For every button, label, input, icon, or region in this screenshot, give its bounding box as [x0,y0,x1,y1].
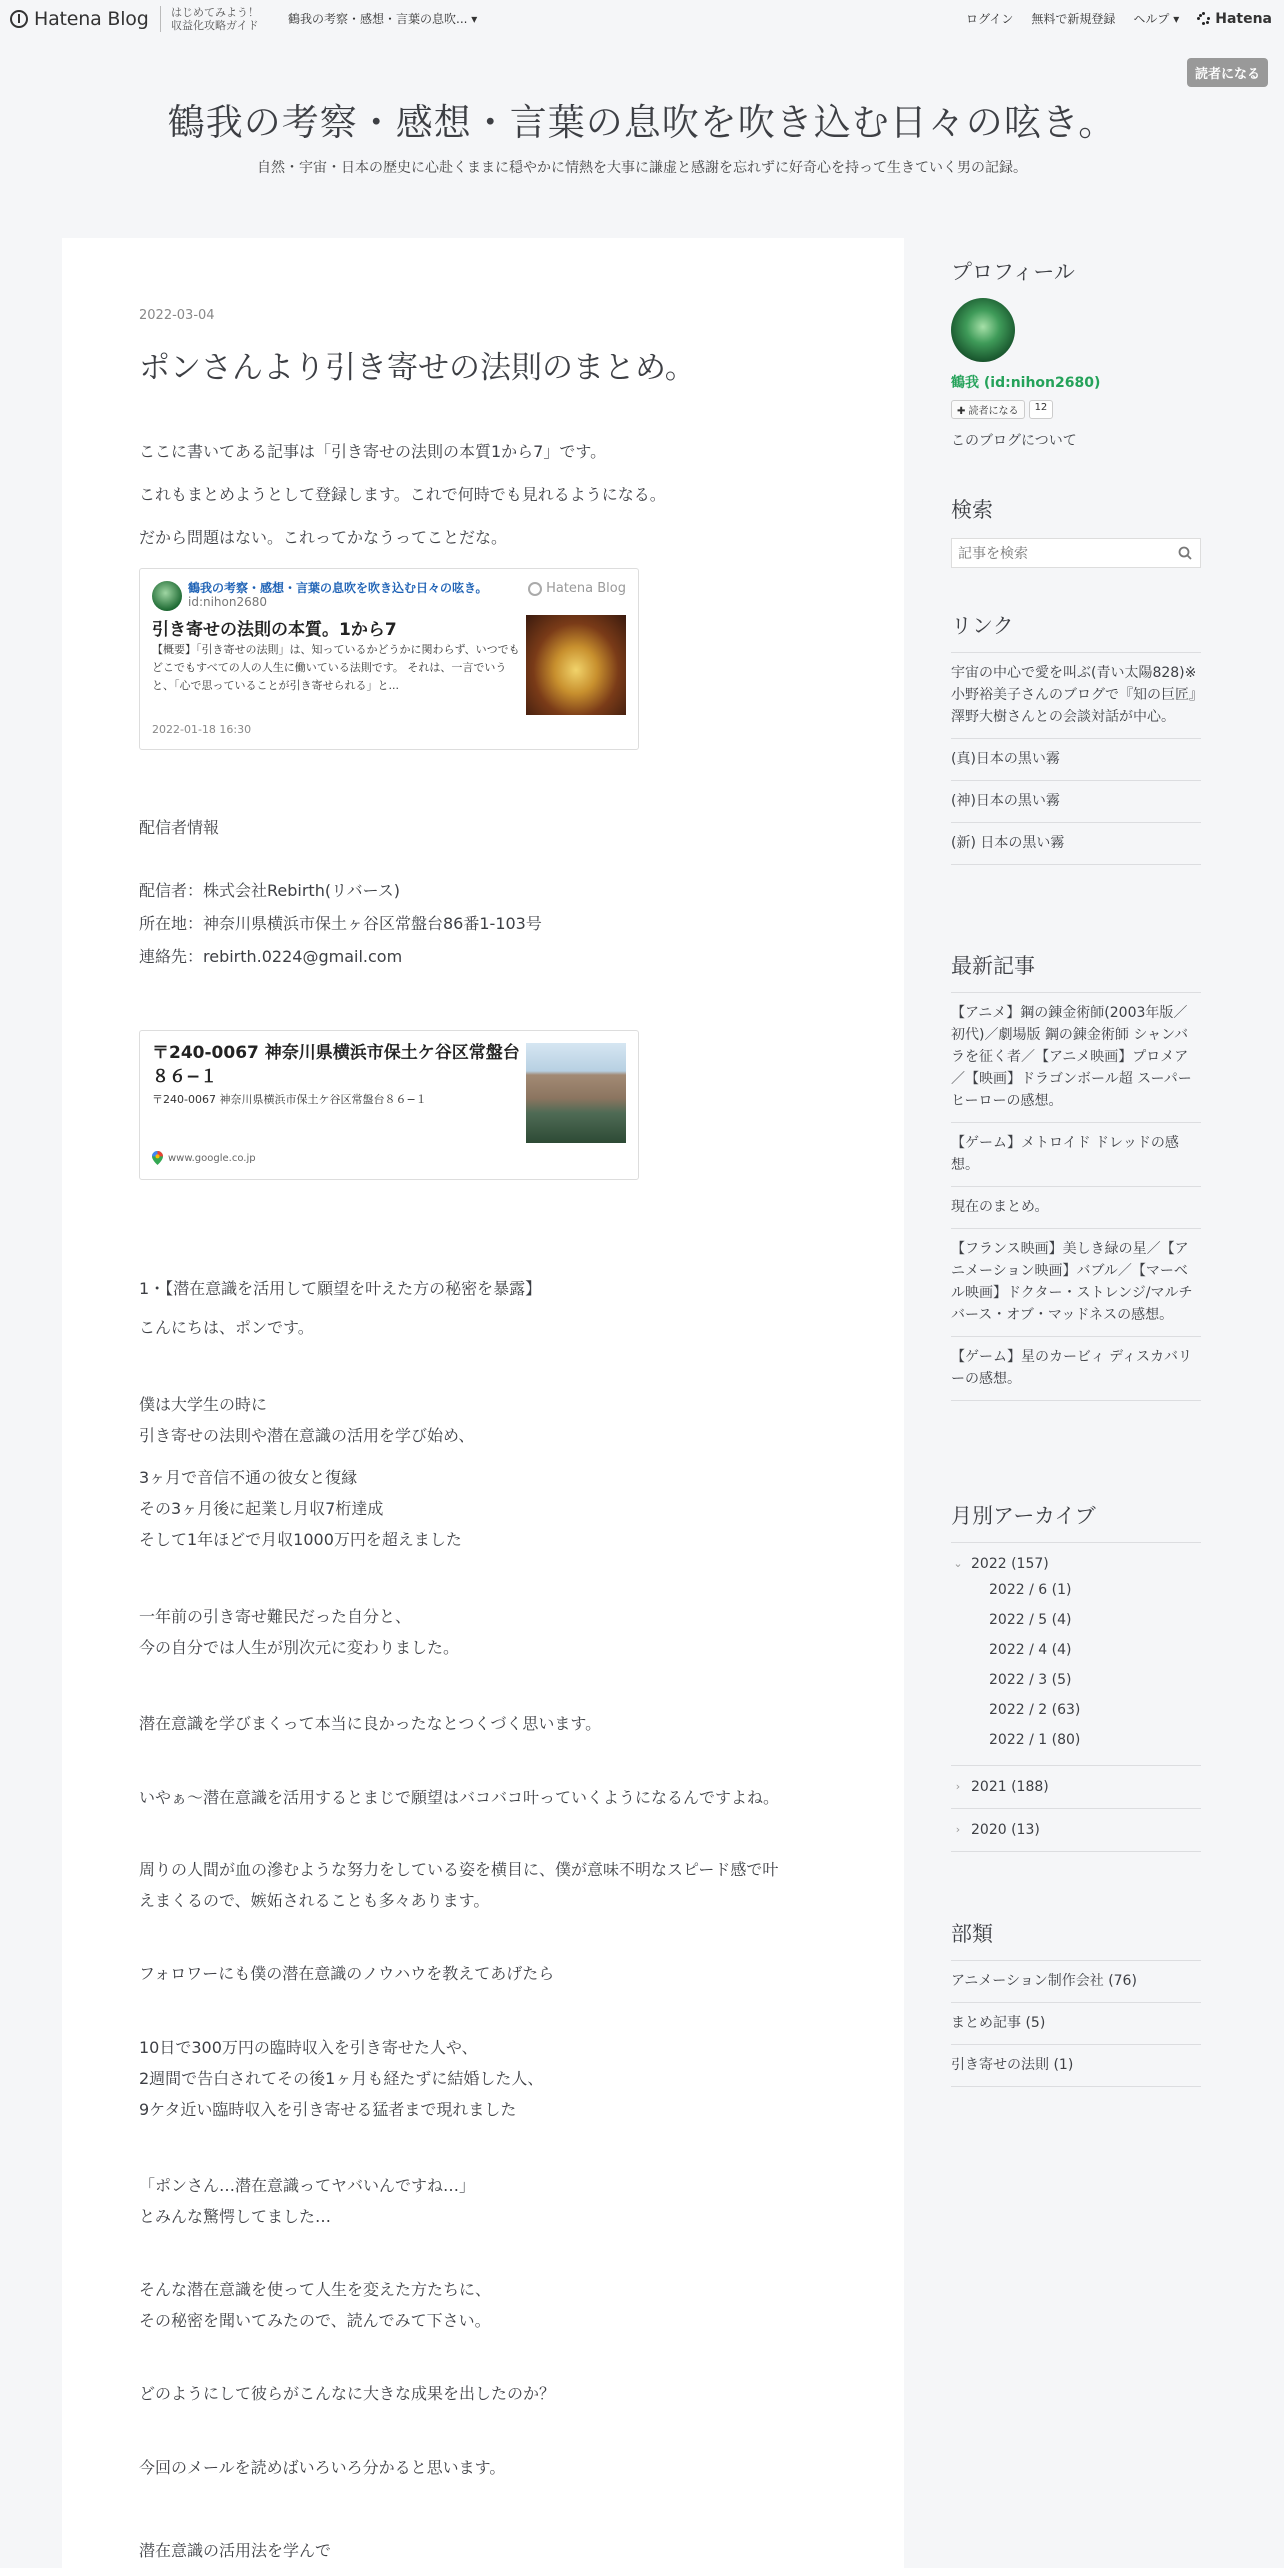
link-item[interactable]: (真)日本の黒い霧 [951,738,1201,780]
chevron-right-icon[interactable]: › [955,1823,961,1836]
archive-year-row[interactable] [951,1776,1201,1798]
archive-month-link[interactable]: 2022 / 2 (63) [989,1702,1081,1718]
blog-favicon [152,581,182,611]
recent-entry-item[interactable]: 現在のまとめ。 [951,1186,1201,1228]
search-box [951,538,1201,568]
archive-year-2022 [951,1542,1201,1765]
google-maps-pin-icon [152,1151,163,1165]
archive-month-link[interactable]: 2022 / 4 (4) [989,1642,1072,1658]
map-embed-thumbnail-image[interactable] [526,1043,626,1143]
help-dropdown[interactable]: ヘルプ ▾ [1133,12,1180,26]
hatena-blog-icon [528,582,542,596]
archive-year-row[interactable] [951,1819,1201,1841]
avatar[interactable] [951,298,1015,362]
search-input[interactable] [952,539,1162,567]
archive-year-2021 [951,1765,1201,1808]
guide-line1: はじめてみよう！ [171,6,259,19]
hatena-blog-logo[interactable] [10,6,149,32]
archive-month-link[interactable]: 2022 / 1 (80) [989,1732,1081,1748]
body-paragraph: 1・【潜在意識を活用して願望を叶えた方の秘密を暴露】 [139,1279,542,1298]
embed-blog-name[interactable]: 鶴我の考察・感想・言葉の息吹を吹き込む日々の呟き。 [188,581,488,595]
profile-name-link[interactable]: 鶴我 (id:nihon2680) [951,375,1101,391]
blog-dropdown[interactable]: 鶴我の考察・感想・言葉の息吹... ▾ [288,12,478,26]
login-link[interactable]: ログイン [965,12,1014,26]
map-embed-card[interactable] [139,1030,639,1180]
body-paragraph: 10日で300万円の臨時収入を引き寄せた人や、 2週間で告白されてその後1ヶ月も経たずに結婚した人、 9ケタ近い臨時収入を引き寄せる猛者まで現れました [139,2038,544,2119]
distributor-heading: 配信者情報 [139,818,220,837]
archive-year-label[interactable]: 2021 (188) [971,1779,1049,1795]
profile-follow [951,400,1053,419]
archive-list [951,1542,1201,1852]
hatena-dots-icon [1197,12,1211,26]
hatena-blog-logo-text: Hatena Blog [34,8,149,30]
entry-title[interactable]: ポンさんより引き寄せの法則のまとめ。 [139,350,696,386]
intro-paragraph: ここに書いてある記事は「引き寄せの法則の本質1から7」です。 [139,442,607,461]
header-right-nav [966,10,1272,27]
embed-title[interactable]: 引き寄せの法則の本質。1から7 [152,620,397,640]
category-item[interactable]: アニメーション制作会社 (76) [951,1960,1201,2002]
recent-entries-list [951,992,1201,1401]
guide-line2: 収益化攻略ガイド [171,19,259,32]
map-embed-title[interactable]: 〒240-0067 神奈川県横浜市保土ケ谷区常盤台８６−１ [152,1043,520,1087]
blog-embed-card[interactable] [139,568,639,750]
body-paragraph: 潜在意識の活用法を学んで [139,2541,332,2560]
hatena-brand-text: Hatena [1215,10,1272,27]
map-embed-address: 〒240-0067 神奈川県横浜市保土ケ谷区常盤台８６−１ [152,1093,427,1106]
global-header [0,0,1284,38]
search-icon[interactable] [1178,546,1192,560]
follower-count-badge[interactable]: 12 [1029,400,1054,419]
link-item[interactable]: (神)日本の黒い霧 [951,780,1201,822]
profile-subscribe-button[interactable]: ✚ 読者になる [951,400,1025,419]
chevron-down-icon[interactable]: ⌄ [953,1557,963,1570]
links-heading: リンク [951,614,1014,638]
blog-title[interactable]: 鶴我の考察・感想・言葉の息吹を吹き込む日々の呟き。 [167,101,1117,144]
embed-description: 【概要】「引き寄せの法則」は、知っているかどうかに関わらず、いつでもどこでもすべての人の人生に働いている法則です。 それは、一言でいうと、「心で思っていることが引き寄せられる」と... [152,643,520,692]
entry-article [62,238,904,2568]
body-paragraph: いやぁ～潜在意識を活用するとまじで願望はバコバコ叶っていくようになるんですよね。 [139,1788,780,1807]
search-heading: 検索 [951,498,993,522]
body-paragraph: こんにちは、ポンです。 [139,1318,314,1337]
archive-year-row[interactable] [951,1553,1201,1575]
body-paragraph: 一年前の引き寄せ難民だった自分と、 今の自分では人生が別次元に変わりました。 [139,1607,460,1657]
embed-brand-text: Hatena Blog [546,581,626,596]
category-item[interactable]: 引き寄せの法則 (1) [951,2044,1201,2087]
archive-year-label[interactable]: 2022 (157) [971,1556,1049,1572]
monetization-guide-link[interactable] [160,6,259,32]
category-item[interactable]: まとめ記事 (5) [951,2002,1201,2044]
recent-entry-item[interactable]: 【アニメ】鋼の錬金術師(2003年版／初代)／劇場版 鋼の錬金術師 シャンバラを征く者／【アニメ映画】プロメア／【映画】ドラゴンボール超 スーパーヒーローの感想。 [951,992,1201,1122]
body-paragraph: 潜在意識を学びまくって本当に良かったなとつくづく思います。 [139,1714,602,1733]
map-source-text: www.google.co.jp [168,1152,256,1164]
recent-entry-item[interactable]: 【ゲーム】メトロイド ドレッドの感想。 [951,1122,1201,1186]
entry-date[interactable]: 2022-03-04 [139,308,215,323]
body-paragraph: 3ヶ月で音信不通の彼女と復縁 その3ヶ月後に起業し月収7桁達成 そして1年ほどで月収1000万円を超えました [139,1468,462,1549]
embed-thumbnail-image[interactable] [526,615,626,715]
recent-entry-item[interactable]: 【フランス映画】美しき緑の星／【アニメーション映画】バブル／【マーベル映画】ドクター・ストレンジ/マルチバース・オブ・マッドネスの感想。 [951,1228,1201,1336]
embed-date: 2022-01-18 16:30 [152,723,252,736]
blog-description: 自然・宇宙・日本の歴史に心赴くままに穏やかに情熱を大事に謙虚と感謝を忘れずに好奇心を持って生きていく男の記録。 [257,160,1027,176]
body-paragraph: 僕は大学生の時に 引き寄せの法則や潜在意識の活用を学び始め、 [139,1395,475,1445]
link-item[interactable]: 宇宙の中心で愛を叫ぶ(青い太陽828)※小野裕美子さんのブログで『知の巨匠』澤野大樹さんとの会談対話が中心。 [951,652,1201,738]
body-paragraph: 今回のメールを読めばいろいろ分かると思います。 [139,2458,506,2477]
hatena-blog-logo-icon [10,10,28,28]
recent-entry-item[interactable]: 【ゲーム】星のカービィ ディスカバリーの感想。 [951,1336,1201,1401]
categories-list [951,1960,1201,2087]
map-source [152,1151,256,1165]
hatena-brand-link[interactable] [1197,11,1272,27]
archive-year-2020 [951,1808,1201,1852]
body-paragraph: 「ポンさん…潜在意識ってヤバいんですね…」 とみんな驚愕してました… [139,2176,476,2226]
categories-heading: 部類 [951,1922,993,1946]
body-paragraph: フォロワーにも僕の潜在意識のノウハウを教えてあげたら [139,1964,555,1983]
about-blog-link[interactable]: このブログについて [951,433,1077,449]
archive-month-link[interactable]: 2022 / 3 (5) [989,1672,1072,1688]
body-paragraph: そんな潜在意識を使って人生を変えた方たちに、 その秘密を聞いてみたので、読んでみて下さい。 [139,2280,492,2330]
profile-heading: プロフィール [951,260,1075,284]
subscribe-button[interactable]: 読者になる [1187,58,1268,87]
archive-year-label[interactable]: 2020 (13) [971,1822,1040,1838]
embed-hatena-blog-brand [528,581,626,596]
body-paragraph: どのようにして彼らがこんなに大きな成果を出したのか？ [139,2384,556,2403]
chevron-right-icon[interactable]: › [955,1780,961,1793]
archive-month-link[interactable]: 2022 / 5 (4) [989,1612,1072,1628]
archive-heading: 月別アーカイブ [951,1504,1096,1528]
embed-blog-id: id:nihon2680 [188,595,268,609]
intro-paragraph: だから問題はない。これってかなうってことだな。 [139,528,508,547]
intro-paragraph: これもまとめようとして登録します。これで何時でも見れるようになる。 [139,485,666,504]
signup-link[interactable]: 無料で新規登録 [1031,12,1116,26]
link-item[interactable]: (新) 日本の黒い霧 [951,822,1201,865]
body-paragraph: 周りの人間が血の滲むような努力をしている姿を横目に、僕が意味不明なスピード感で叶 えまくるので、嫉妬されることも多々あります。 [139,1860,779,1910]
links-list [951,652,1201,865]
distributor-info: 配信者：株式会社Rebirth(リバース) 所在地：神奈川県横浜市保土ヶ谷区常盤台86番1-103号 連絡先：rebirth.0224@gmail.com [139,881,542,966]
recent-entries-heading: 最新記事 [951,954,1035,978]
archive-months [951,1575,1201,1755]
archive-month-link[interactable]: 2022 / 6 (1) [989,1582,1072,1598]
